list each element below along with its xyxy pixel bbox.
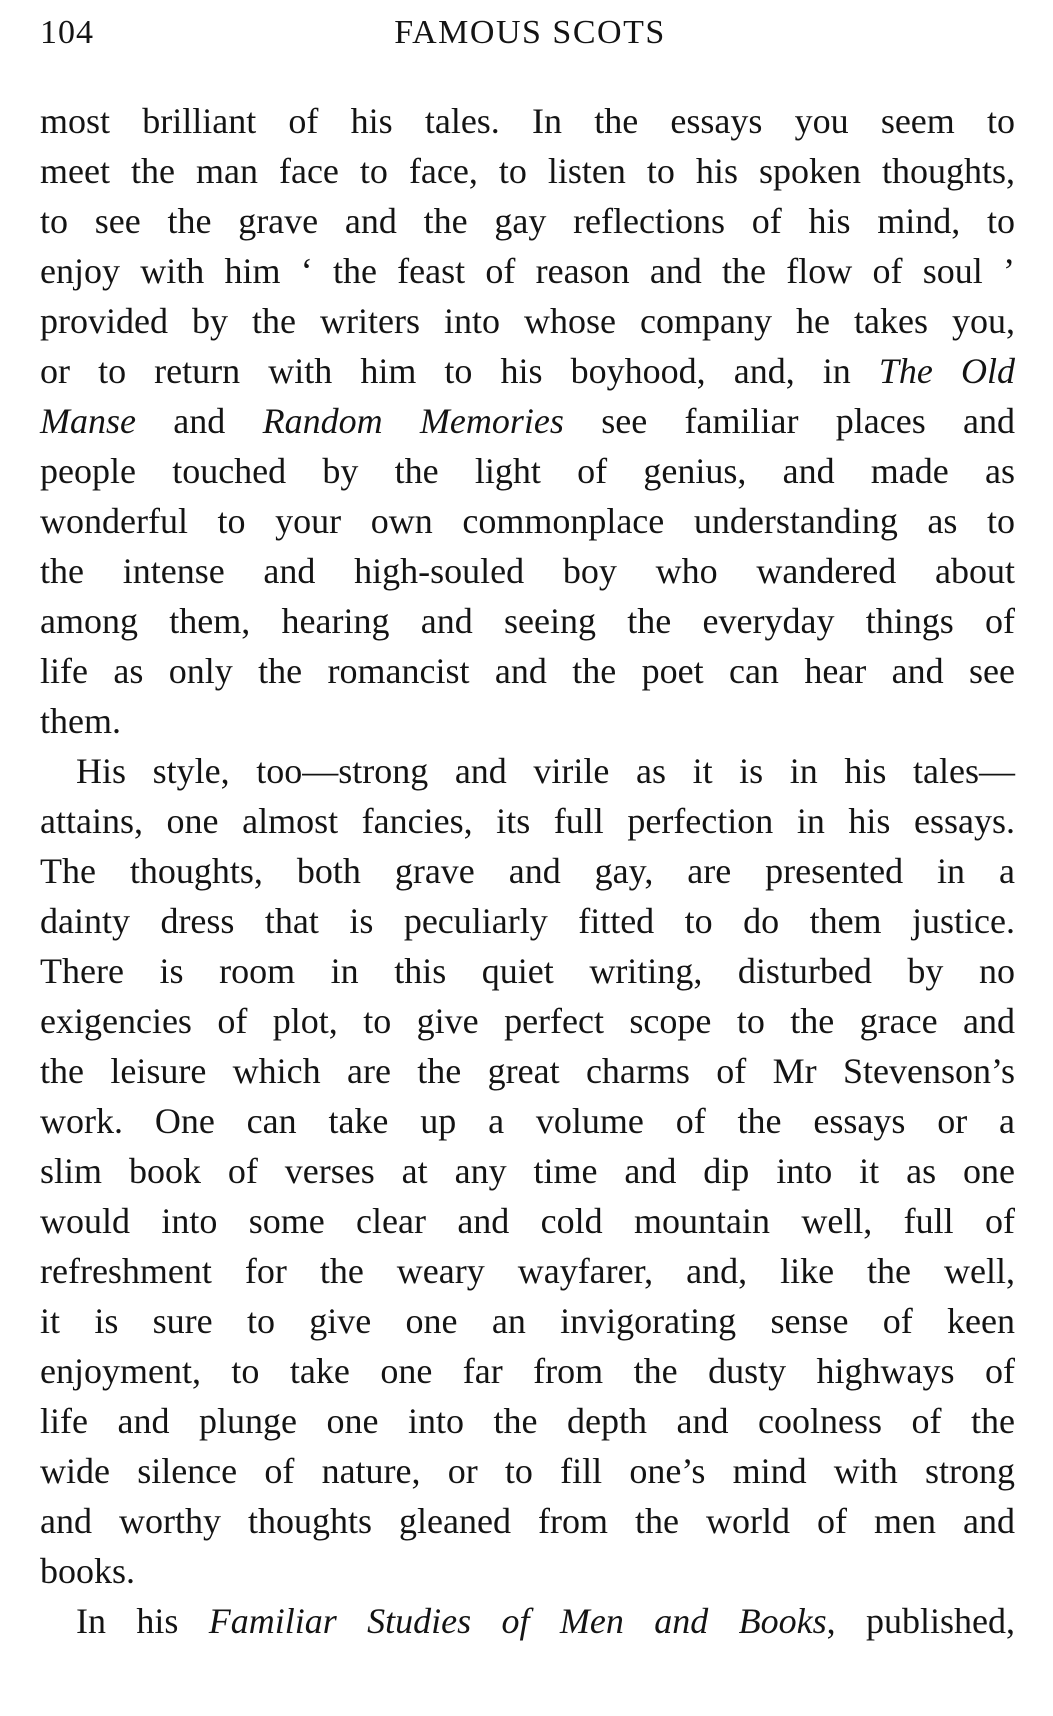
text-line: life and plunge one into the depth and coolness of the xyxy=(40,1401,1015,1441)
text-line: and worthy thoughts gleaned from the world of men and xyxy=(40,1501,1015,1541)
text-line: life as only the romancist and the poet can hear and see xyxy=(40,651,1015,691)
text-line: His style, too—strong and virile as it is in his tales— xyxy=(76,751,1015,791)
text-line: exigencies of plot, to give perfect scope to the grace and xyxy=(40,1001,1015,1041)
text-line: among them, hearing and seeing the everyday things of xyxy=(40,601,1015,641)
italic-title: Manse xyxy=(40,401,136,441)
text-line: The thoughts, both grave and gay, are presented in a xyxy=(40,851,1015,891)
text-line: There is room in this quiet writing, disturbed by no xyxy=(40,951,1015,991)
text-line: enjoyment, to take one far from the dusty highways of xyxy=(40,1351,1015,1391)
text-line: or to return with him to his boyhood, and, in The Old xyxy=(40,351,1016,391)
text-line: would into some clear and cold mountain well, full of xyxy=(40,1201,1015,1241)
text-line: meet the man face to face, to listen to his spoken thoughts, xyxy=(40,151,1015,191)
italic-title: Random Memories xyxy=(262,401,564,441)
text-line: work. One can take up a volume of the essays or a xyxy=(40,1101,1015,1141)
text-line: most brilliant of his tales. In the essays you seem to xyxy=(40,101,1015,141)
text-line: In his Familiar Studies of Men and Books, published, xyxy=(76,1601,1015,1641)
text-line: slim book of verses at any time and dip into it as one xyxy=(40,1151,1015,1191)
running-head xyxy=(40,14,1020,64)
text-line: wide silence of nature, or to fill one’s mind with strong xyxy=(40,1451,1015,1491)
text-line: the intense and high-souled boy who wandered about xyxy=(40,551,1015,591)
italic-title: The Old xyxy=(878,351,1016,391)
text-line: attains, one almost fancies, its full perfection in his essays. xyxy=(40,801,1015,841)
text-line: to see the grave and the gay reflections of his mind, to xyxy=(40,201,1015,241)
text-line: Manse and Random Memories see familiar places and xyxy=(40,401,1016,441)
italic-title: Familiar Studies of Men and Books xyxy=(208,1601,827,1641)
text-line: enjoy with him ‘ the feast of reason and the flow of soul ’ xyxy=(40,251,1015,291)
text-line: people touched by the light of genius, and made as xyxy=(40,451,1015,491)
text-line: the leisure which are the great charms of Mr Stevenson’s xyxy=(40,1051,1015,1091)
text-line: books. xyxy=(40,1551,136,1591)
text-line: refreshment for the weary wayfarer, and, like the well, xyxy=(40,1251,1015,1291)
page-number: 104 xyxy=(40,14,94,51)
body-text xyxy=(40,96,1015,1646)
running-title: FAMOUS SCOTS xyxy=(394,14,666,51)
text-line: it is sure to give one an invigorating sense of keen xyxy=(40,1301,1015,1341)
text-line: wonderful to your own commonplace understanding as to xyxy=(40,501,1015,541)
text-line: dainty dress that is peculiarly fitted to do them justice. xyxy=(40,901,1015,941)
text-line: provided by the writers into whose company he takes you, xyxy=(40,301,1015,341)
text-line: them. xyxy=(40,701,121,741)
